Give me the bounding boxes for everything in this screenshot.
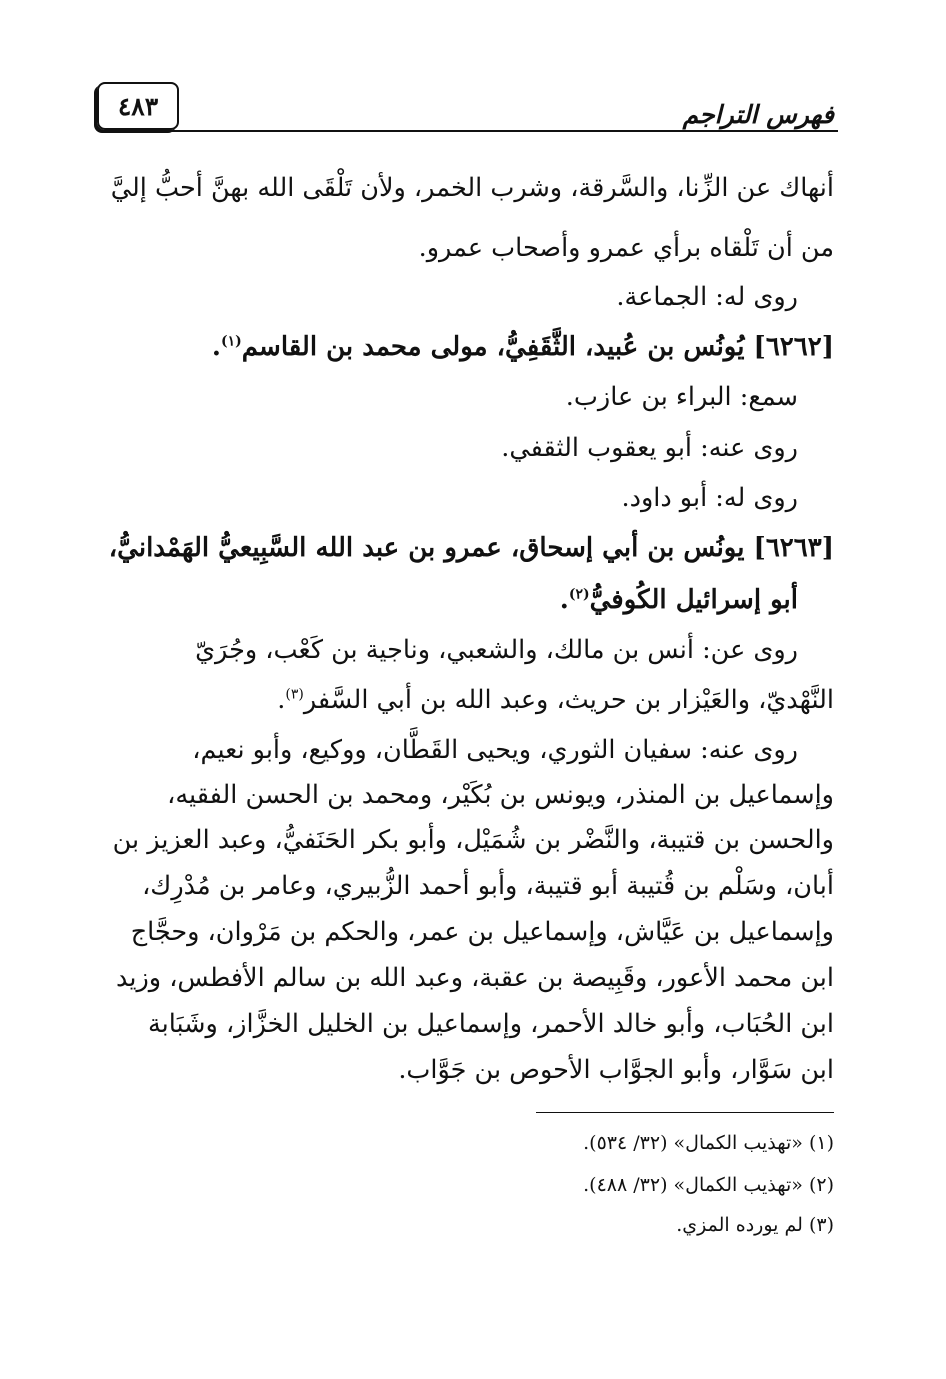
- text-line: [277, 680, 834, 720]
- footnote-ref: (١): [220, 333, 242, 350]
- header-divider: [98, 130, 838, 132]
- text-line: من أن تَلْقاه برأي عمرو وأصحاب عمرو.: [418, 233, 834, 263]
- text-line: وإسماعيل بن المنذر، ويونس بن بُكَيْر، ومحمد بن الحسن الفقيه،: [167, 780, 834, 810]
- text-line: روى عن: أنس بن مالك، والشعبي، وناجية بن كَعْب، وجُرَيّ: [195, 635, 798, 665]
- heading-end: .: [211, 332, 221, 362]
- heading-end: .: [559, 585, 569, 615]
- line-end: .: [277, 685, 286, 715]
- footnote-3: (٣) لم يورده المزي.: [676, 1214, 834, 1236]
- text-line: ابن سَوَّار، وأبو الجوَّاب الأحوص بن جَوَّاب.: [398, 1055, 834, 1085]
- footnote-divider: [536, 1112, 834, 1113]
- footnote-ref: (٣): [285, 686, 304, 703]
- text-line: روى له: الجماعة.: [616, 282, 798, 312]
- text-line: سمع: البراء بن عازب.: [565, 382, 798, 412]
- text-line: أنهاك عن الزِّنا، والسَّرقة، وشرب الخمر، ولأن تَلْقَى الله بهنَّ أحبُّ إليَّ: [110, 173, 834, 203]
- text-line: روى عنه: أبو يعقوب الثقفي.: [501, 433, 798, 463]
- page-number: ٤٨٣: [117, 91, 159, 121]
- text-line: والحسن بن قتيبة، والنَّضْر بن شُمَيْل، وأبو بكر الحَنَفيُّ، وعبد العزيز بن: [112, 825, 834, 855]
- footnote-1: (١) «تهذيب الكمال» (٣٢/ ٥٣٤).: [583, 1132, 834, 1154]
- text-line: روى عنه: سفيان الثوري، ويحيى القَطَّان، ووكيع، وأبو نعيم،: [192, 735, 798, 765]
- entry-heading-6263-cont: [560, 580, 798, 620]
- text-line: أبان، وسَلْم بن قُتيبة أبو قتيبة، وأبو أحمد الزُّبيري، وعامر بن مُدْرِك،: [142, 871, 834, 901]
- text-line: ابن محمد الأعور، وقَبِيصة بن عقبة، وعبد الله بن سالم الأفطس، وزيد: [115, 963, 834, 993]
- text-line: وإسماعيل بن عَيَّاش، وإسماعيل بن عمر، والحكم بن مَرْوان، وحجَّاج: [130, 917, 834, 947]
- entry-heading-text: [٦٢٦٢] يُونُس بن عُبيد، الثَّقَفِيُّ، مولى محمد بن القاسم: [241, 332, 834, 362]
- text-line: ابن الحُبَاب، وأبو خالد الأحمر، وإسماعيل بن الخليل الخزَّاز، وشَبَابة: [147, 1009, 834, 1039]
- running-title: فهرس التراجم: [682, 100, 834, 129]
- entry-heading-6262: [212, 327, 834, 367]
- footnote-2: (٢) «تهذيب الكمال» (٣٢/ ٤٨٨).: [583, 1174, 834, 1196]
- line-text: النَّهْديّ، والعَيْزار بن حريث، وعبد الله بن أبي السَّفر: [303, 685, 834, 715]
- text-line: روى له: أبو داود.: [621, 483, 798, 513]
- page-number-box: [97, 82, 179, 130]
- entry-heading-text: أبو إسرائيل الكُوفيُّ: [589, 585, 798, 615]
- entry-heading-6263: [٦٢٦٣] يونُس بن أبي إسحاق، عمرو بن عبد الله السَّبِيعيُّ الهَمْدانيُّ،: [108, 533, 834, 563]
- footnote-ref: (٢): [568, 586, 590, 603]
